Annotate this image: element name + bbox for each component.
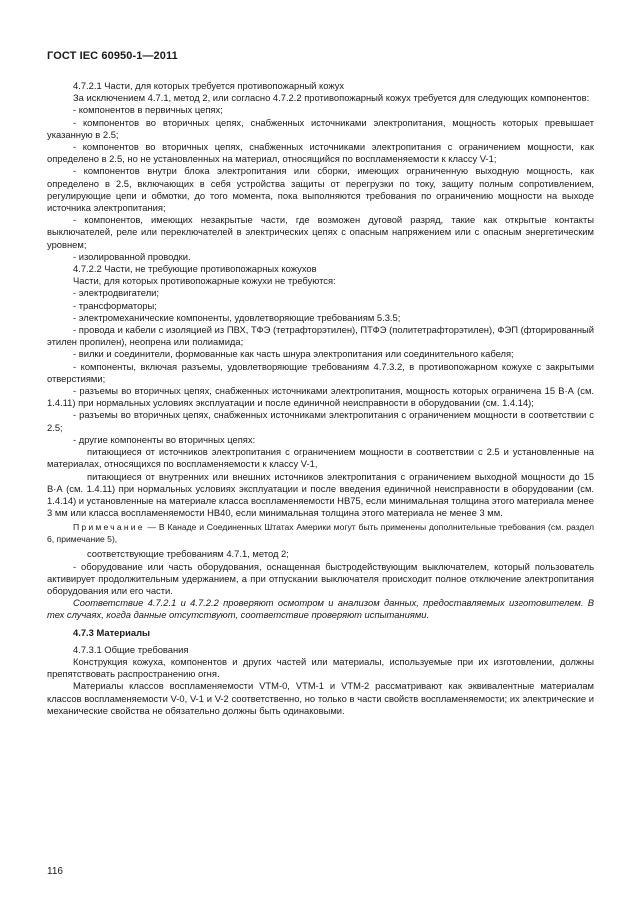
list-item: - компоненты, включая разъемы, удовлетворяющие требованиям 4.7.3.2, в противопожарном кожухе с закрытыми отверстиями; [47, 360, 594, 384]
list-item: - разъемы во вторичных цепях, снабженных источниками электропитания с ограничением мощности в соответствии с 2.5; [47, 409, 594, 433]
compliance-statement: Соответствие 4.7.2.1 и 4.7.2.2 проверяют осмотром и анализом данных, предоставляемых изготовителем. В тех случаях, когда данные отсутствуют, соответствие проверяют испытаниями. [47, 597, 594, 621]
list-item: - провода и кабели с изоляцией из ПВХ, ТФЭ (тетрафторэтилен), ПТФЭ (политетрафторэтилен), ФЭП (фторированный этилен пропилен), неопрена или полиамида; [47, 324, 594, 348]
list-item: - компонентов, имеющих незакрытые части, где возможен дуговой разряд, такие как открытые контакты выключателей, реле или переключателей в электрических цепях с опасным напряжением или с опасным энергетическим уровнем; [47, 214, 594, 250]
note-text: — В Канаде и Соединенных Штатах Америки могут быть применены дополнительные требования (см. раздел 6, примечание 5), [47, 522, 594, 544]
page-number: 116 [47, 866, 63, 877]
clause-4-7-2-1-title: 4.7.2.1 Части, для которых требуется противопожарный кожух [73, 80, 345, 91]
clause-4-7-2-2-title: 4.7.2.2 Части, не требующие противопожарных кожухов [73, 263, 317, 275]
paragraph: соответствующие требованиям 4.7.1, метод 2; [87, 548, 289, 560]
list-item: - вилки и соединители, формованные как часть шнура электропитания или соединительного кабеля; [73, 348, 514, 360]
list-item: - электромеханические компоненты, удовлетворяющие требованиям 5.3.5; [73, 311, 401, 323]
paragraph: Материалы классов воспламеняемости VTM-0, VTM-1 и VTM-2 рассматривают как эквивалентные материалам классов воспламеняемости V-0, V-1 и V-2 соответственно, но только в части свойств воспламеняемости; их электрические и механические свойства не обязательно должны быть одинаковыми. [47, 680, 594, 716]
clause-4-7-3-1-title: 4.7.3.1 Общие требования [73, 643, 189, 655]
list-item: - компонентов во вторичных цепях, снабженных источниками электропитания с ограничением мощности, как определено в 2.5, но не установленных на материал, относящийся по воспламеняемости к классу V-1; [47, 141, 594, 165]
section-title: 4.7.3 Материалы [73, 626, 151, 638]
paragraph: За исключением 4.7.1, метод 2, или согласно 4.7.2.2 противопожарный кожух требуется для следующих компонентов: [73, 92, 590, 104]
list-item: - трансформаторы; [73, 299, 157, 311]
note [47, 522, 594, 545]
note-label: Примечание [73, 522, 145, 533]
paragraph: Части, для которых противопожарные кожухи не требуются: [73, 275, 336, 287]
paragraph: Конструкция кожуха, компонентов и других частей или материалы, используемые при их изготовлении, должны препятствовать распространению огня. [47, 655, 594, 680]
sub-list-item: питающиеся от источников электропитания с ограничением мощности в соответствии с 2.5 и установленные на материалах, относящихся по воспламеняемости к классу V-1, [47, 446, 594, 470]
list-item: - компонентов в первичных цепях; [73, 104, 223, 116]
document-header: ГОСТ IEC 60950-1—2011 [47, 50, 178, 62]
page-body [47, 80, 594, 717]
list-item: - другие компоненты во вторичных цепях: [73, 433, 256, 445]
list-item: - компонентов внутри блока электропитания или сборки, имеющих ограниченную выходную мощность, как определено в 2.5, включающих в себя устройства защиты от перегрузки по току, защиту полным сопротивлением, регулирующие цепи и обмотки, до того момента, пока выполняются требования по ограничению мощности на выходе источника электропитания; [47, 165, 594, 214]
list-item: - разъемы во вторичных цепях, снабженных источниками электропитания, мощность которых ограничена 15 В·А (см. 1.4.11) при нормальных условиях эксплуатации и после единичной неисправности в оборудовании (см. 1.4.14); [47, 385, 594, 409]
list-item: - электродвигатели; [73, 287, 160, 299]
list-item: - изолированной проводки. [73, 250, 191, 262]
sub-list-item: питающиеся от внутренних или внешних источников электропитания с ограничением выходной мощности до 15 В·А (см. 1.4.11) при нормальных условиях эксплуатации и после введения единичной неисправности в оборудовании (см. 1.4.14) и установленные на материале класса воспламеняемости HB75, если минимальная толщина этого материала менее 3 мм или класса воспламеняемости HB40, если минимальная толщина этого материала не менее 3 мм. [47, 470, 594, 519]
list-item: - оборудование или часть оборудования, оснащенная быстродействующим выключателем, который пользователь активирует продолжительным удержанием, а при отпускании выключателя происходит полное отключение электропитания оборудования или его части. [47, 560, 594, 596]
list-item: - компонентов во вторичных цепях, снабженных источниками электропитания, мощность которых превышает указанную в 2.5; [47, 116, 594, 140]
